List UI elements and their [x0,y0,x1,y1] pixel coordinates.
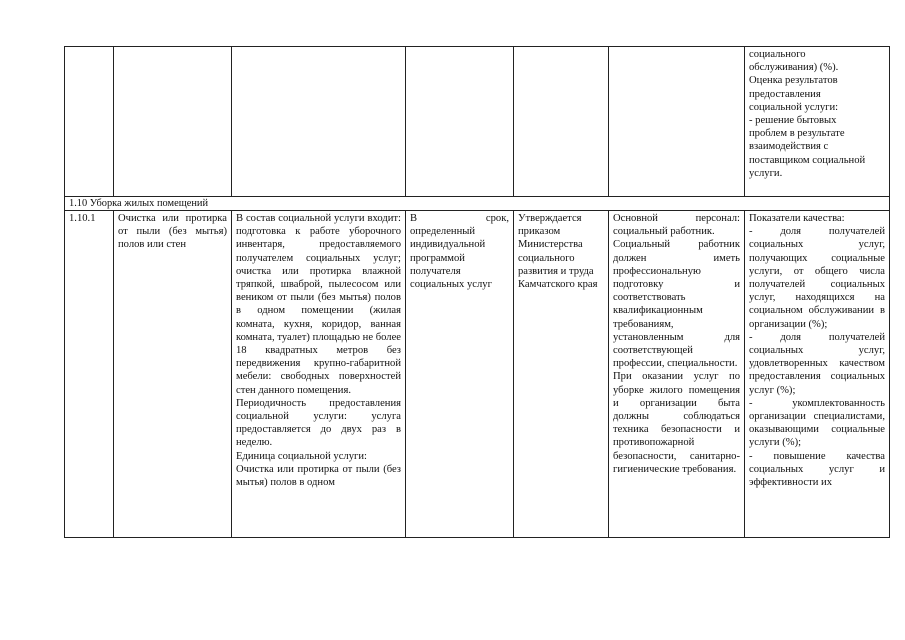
service-tariff: Утверждается приказом Министерства социального развития и труда Камчатского края [514,211,609,538]
quality-paragraph: - повышение качества социальных услуг и эффективности их [749,450,885,489]
quality-paragraph: - доля получателей социальных услуг, получающих социальные услуги, от общего числа получателей социальных услуг, находящихся на социальном обслуживании в организации (%); [749,226,885,330]
staff-requirements [609,211,745,538]
service-name: Очистка или протирка от пыли (без мытья) полов или стен [114,211,232,538]
content-paragraph: Периодичность предоставления социальной услуги: услуга предоставляется до двух раз в неделю. [236,397,401,449]
quality-cell-continued [745,47,890,197]
table-row-continuation [65,47,890,197]
staff-paragraph: При оказании услуг по уборке жилого помещения и организации быта должны соблюдаться техника безопасности и противопожарной безопасности, санитарно-гигиенические требования. [613,371,740,475]
empty-cell [65,47,114,197]
empty-cell [514,47,609,197]
social-services-table [64,46,890,538]
service-term: В срок, определенный индивидуальной программой получателя социальных услуг [406,211,514,538]
text-line: Оценка результатов [749,75,838,87]
table-row [65,211,890,538]
quality-paragraph: - укомплектованность организации специалистами, оказывающими социальные услуги (%); [749,397,885,449]
content-paragraph: Очистка или протирка от пыли (без мытья) полов в одном [236,463,401,489]
empty-cell [609,47,745,197]
quality-paragraph: - доля получателей социальных услуг, удовлетворенных качеством предоставления социальных услуг (%); [749,331,885,396]
section-title: 1.10 Уборка жилых помещений [65,197,890,211]
text-line: социальной услуги: [749,101,839,113]
text-line: взаимодействия с [749,141,829,153]
section-header-row [65,197,890,211]
quality-paragraph: Показатели качества: [749,213,845,224]
text-line: - решение бытовых [749,115,837,127]
row-number: 1.10.1 [65,211,114,538]
empty-cell [406,47,514,197]
empty-cell [232,47,406,197]
quality-indicators [745,211,890,538]
content-paragraph: В состав социальной услуги входит: подготовка к работе уборочного инвентаря, предоставляемого получателем социальных услуг; очистка или протирка влажной тряпкой, шваброй, пылесосом или веником от пыли (без мытья) полов в одном помещении (жилая комната, кухня, коридор, ванная комната, туалет) площадью не более 18 квадратных метров без передвижения крупно-габаритной мебели: свободных поверхностей стен данного помещения. [236,213,401,396]
text-line: обслуживания) (%). [749,62,839,74]
text-line: услуги. [749,167,783,179]
text-line: проблем в результате [749,128,845,140]
text-line: поставщиком социальной [749,154,866,166]
text-line: предоставления [749,88,821,100]
content-paragraph: Единица социальной услуги: [236,450,367,462]
text-line: социального [749,49,806,60]
staff-paragraph: Основной персонал: социальный работник. [613,213,740,238]
staff-paragraph: Социальный работник должен иметь профессиональную подготовку и соответствовать квалификационным требованиям, установленным для соответствующей профессии, специальности. [613,239,740,370]
service-content [232,211,406,538]
empty-cell [114,47,232,197]
